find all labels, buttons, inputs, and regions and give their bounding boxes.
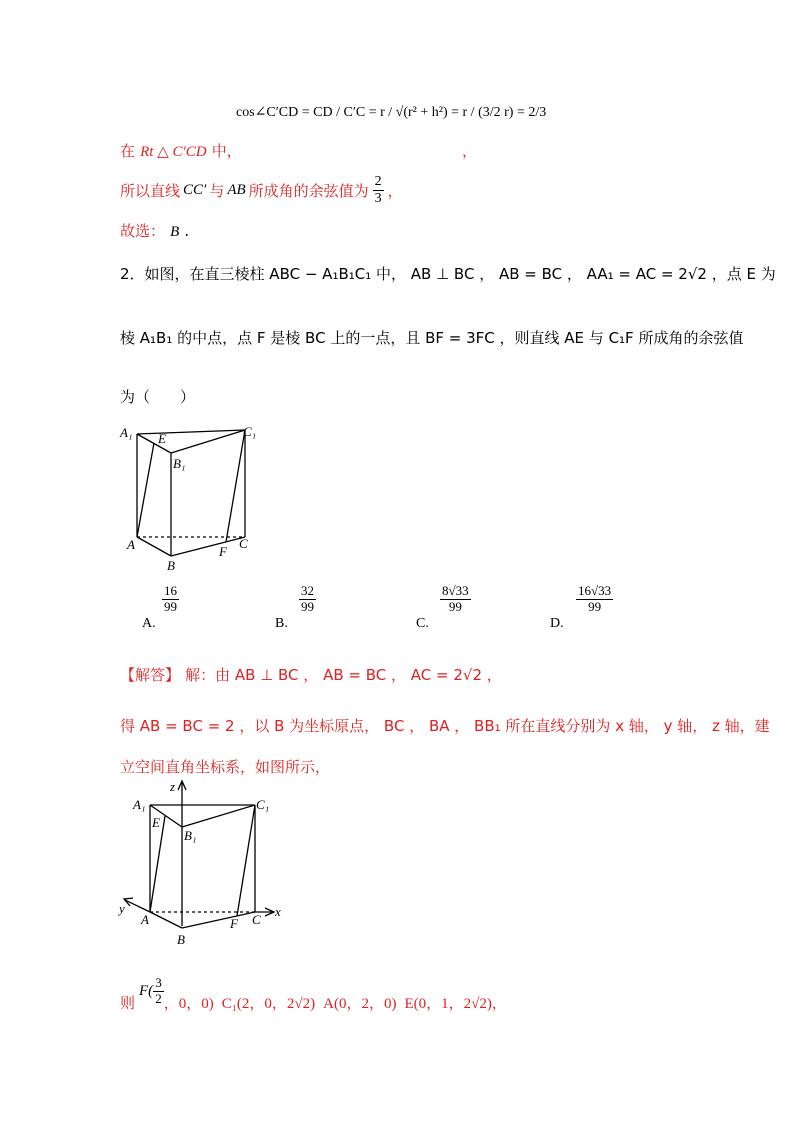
- line-c1f-2: [237, 805, 255, 916]
- conclusion-den: 3: [374, 191, 382, 207]
- option-d-fraction: [576, 584, 613, 615]
- solution-line1: [120, 664, 502, 685]
- label-b: B: [167, 558, 175, 573]
- q2-line2: 棱 A₁B₁ 的中点，点 F 是棱 BC 上的一点，且 BF = 3FC ，则直线 AE 与 C₁F 所成角的余弦值: [120, 329, 744, 347]
- label-b1: B₁: [173, 456, 186, 471]
- label-y: y: [119, 901, 125, 916]
- rt-line: [120, 140, 242, 161]
- label-c-2: C: [252, 912, 261, 927]
- edge-a-b-2: [150, 912, 182, 928]
- option-c-fraction: [440, 584, 471, 615]
- option-a-num: 16: [164, 583, 177, 598]
- rt-trailing-comma: ，: [462, 142, 478, 160]
- coords-end: ，: [491, 994, 507, 1012]
- coords-line: [120, 970, 507, 1013]
- answer-line: [120, 220, 189, 241]
- label-c1: C₁: [243, 424, 257, 439]
- line-ae-2: [150, 816, 165, 912]
- label-e: E: [158, 431, 166, 446]
- label-b-2: B: [177, 932, 185, 947]
- conclusion-fraction: [373, 174, 384, 207]
- coords-f-rest: ，0，0): [163, 996, 214, 1012]
- rt-prefix: 在: [120, 142, 136, 160]
- option-a-den: 99: [164, 598, 177, 614]
- edge-b-c-2: [182, 912, 255, 928]
- option-d-den: 99: [588, 598, 602, 614]
- option-d-label: D.: [550, 616, 564, 631]
- option-b-num: 32: [301, 583, 314, 598]
- label-f-2: F: [230, 916, 238, 931]
- conclusion-ab: AB: [227, 182, 246, 199]
- edge-b-c: [171, 537, 245, 556]
- edge-a1-c1: [137, 430, 245, 434]
- label-a1-2: A₁: [133, 797, 146, 812]
- coords-f-label: F(: [139, 983, 154, 999]
- option-c-label: C.: [416, 616, 429, 631]
- conclusion-end: ，: [387, 182, 403, 201]
- edge-b1-c1-2: [182, 805, 255, 827]
- conclusion-cc: CC′: [183, 182, 207, 199]
- coords-f-num: 3: [155, 975, 162, 991]
- solution-line1-text: 解：由 AB ⊥ BC ， AB = BC ， AC = 2√2 ，: [185, 666, 502, 684]
- conclusion-prefix: 所以直线: [120, 182, 181, 201]
- option-c-den: 99: [448, 598, 462, 614]
- coordinate-figure: [115, 776, 290, 951]
- solution-line3: 立空间直角坐标系，如图所示，: [120, 758, 331, 776]
- rt-suffix: 中，: [211, 142, 242, 160]
- coords-a: A(0，2，0): [323, 996, 397, 1012]
- answer-letter: B: [170, 224, 180, 240]
- option-b-fraction: [299, 584, 316, 615]
- label-e-2: E: [152, 815, 160, 830]
- label-b1-2: B₁: [184, 828, 197, 843]
- option-a-fraction: [162, 584, 179, 615]
- option-b-den: 99: [301, 598, 314, 614]
- coords-prefix: 则: [120, 994, 136, 1012]
- label-a-2: A: [141, 912, 149, 927]
- conclusion-line: [120, 174, 403, 207]
- option-b-label: B.: [275, 616, 288, 631]
- answer-end: .: [184, 222, 190, 240]
- label-z: z: [170, 779, 176, 794]
- q2-line1: 2．如图，在直三棱柱 ABC − A₁B₁C₁ 中， AB ⊥ BC ， AB = BC ， AA₁ = AC = 2√2 ，点 E 为: [120, 265, 776, 283]
- coords-f-fraction: [153, 976, 164, 1007]
- line-ae: [137, 443, 154, 537]
- cos-formula-text: cos∠C′CD = CD / C′C = r / √(r² + h²) = r / (3/2 r) = 2/3: [236, 105, 547, 120]
- coords-e: E(0，1，2√2): [404, 996, 492, 1012]
- solution-line2: 得 AB = BC = 2 ，以 B 为坐标原点， BC ， BA ， BB₁ 所在直线分别为 x 轴， y 轴， z 轴，建: [120, 717, 770, 735]
- edge-a-b: [137, 537, 171, 556]
- coords-f-den: 2: [155, 991, 162, 1006]
- cos-formula: [236, 104, 546, 121]
- answer-prefix: 故选：: [120, 222, 166, 240]
- option-d-num: 16√33: [578, 583, 612, 598]
- conclusion-mid: 与: [209, 182, 225, 201]
- prism-figure: [115, 418, 275, 576]
- conclusion-num: 2: [373, 174, 384, 191]
- option-c-num: 8√33: [442, 583, 469, 598]
- rt-math: Rt △ C′CD: [140, 144, 207, 160]
- line-c1f: [226, 430, 245, 542]
- conclusion-mid2: 所成角的余弦值为: [248, 182, 369, 201]
- solution-tag: 【解答】: [120, 666, 181, 684]
- coords-c1: C₁(2，0，2√2): [221, 996, 316, 1012]
- edge-b1-c1: [171, 430, 245, 453]
- label-x: x: [275, 904, 281, 919]
- label-a1: A₁: [120, 425, 133, 440]
- label-c: C: [239, 536, 248, 551]
- q2-line3: 为（ ）: [120, 388, 196, 406]
- y-axis: [125, 900, 150, 912]
- option-a-label: A.: [142, 616, 156, 631]
- label-f: F: [219, 544, 227, 559]
- label-a: A: [127, 537, 135, 552]
- label-c1-2: C₁: [256, 797, 270, 812]
